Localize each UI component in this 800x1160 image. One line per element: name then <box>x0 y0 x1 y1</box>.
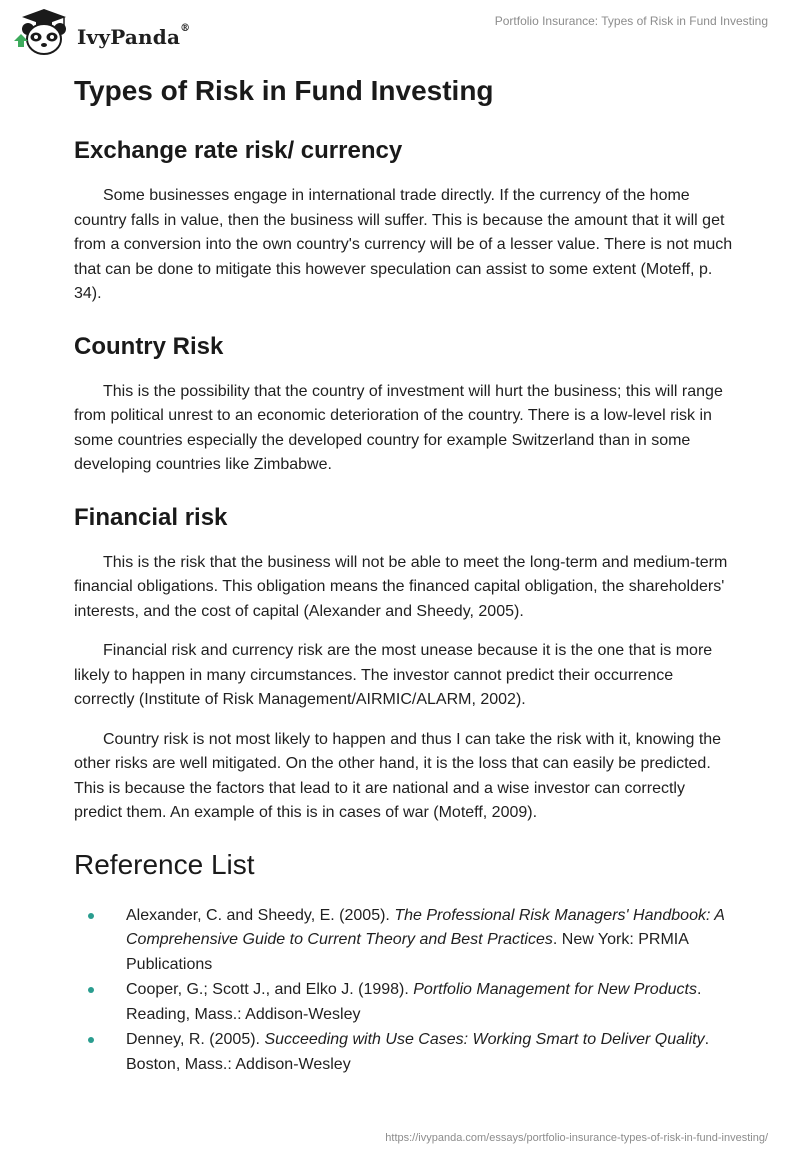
reference-publisher: . Reading, Mass.: Addison-Wesley <box>126 981 702 1023</box>
reference-authors: Cooper, G.; Scott J., and Elko J. (1998). <box>126 981 414 998</box>
section-heading-country-risk: Country Risk <box>74 332 224 360</box>
paragraph: Financial risk and currency risk are the most unease because it is the one that is more likely to happen in many circumstances. The investor cannot predict their occurrence correctly (Institute of Risk Management/AIRMIC/ALARM, 2002). <box>74 642 713 708</box>
reference-publisher: . Boston, Mass.: Addison-Wesley <box>126 1031 710 1073</box>
panda-icon <box>14 7 74 57</box>
reference-authors: Denney, R. (2005). <box>126 1031 265 1048</box>
section-heading-financial-risk: Financial risk <box>74 503 228 531</box>
header-document-title: Portfolio Insurance: Types of Risk in Fund Investing <box>494 14 768 28</box>
brand-logo[interactable] <box>14 7 190 57</box>
paragraph: Country risk is not most likely to happen and thus I can take the risk with it, knowing the other risks are well mitigated. On the other hand, it is the loss that can easily be predicted. This is because the factors that lead to it are national and a wise investor can correctly predict them. An example of this is in cases of war (Moteff, 2009). <box>74 730 722 821</box>
paragraph: This is the possibility that the country of investment will hurt the business; this will range from political unrest to an economic deterioration of the country. There is a low-level risk in some countries especially the developed country for example Switzerland than in some developing countries like Zimbabwe. <box>74 382 723 473</box>
reference-title: Portfolio Management for New Products <box>413 981 697 998</box>
bullet-icon <box>88 913 94 919</box>
reference-item <box>74 1028 734 1077</box>
reference-title: Succeeding with Use Cases: Working Smart to Deliver Quality <box>264 1031 705 1048</box>
reference-item <box>74 904 734 978</box>
paragraph: This is the risk that the business will not be able to meet the long-term and medium-term financial obligations. This obligation means the financed capital obligation, the shareholders' interests, and the cost of capital (Alexander and Sheedy, 2005). <box>74 553 728 620</box>
bullet-icon <box>88 987 94 993</box>
bullet-icon <box>88 1037 94 1043</box>
reference-publisher: . New York: PRMIA Publications <box>126 931 689 973</box>
source-url[interactable]: https://ivypanda.com/essays/portfolio-insurance-types-of-risk-in-fund-investing/ <box>385 1132 768 1144</box>
page-title: Types of Risk in Fund Investing <box>74 75 494 106</box>
paragraph: Some businesses engage in international trade directly. If the currency of the home country falls in value, then the business will suffer. This is because the amount that it will get from a conversion into the own country's currency will be of a lesser value. There is not much that can be done to mitigate this however speculation can assist to some extent (Moteff, p. 34). <box>74 187 733 302</box>
reference-list-heading: Reference List <box>74 848 255 880</box>
page-header <box>0 0 800 64</box>
reference-authors: Alexander, C. and Sheedy, E. (2005). <box>126 906 395 924</box>
brand-name: IvyPanda® <box>77 23 191 49</box>
reference-list <box>74 904 734 1078</box>
section-heading-exchange-rate: Exchange rate risk/ currency <box>74 137 403 164</box>
article-content <box>74 72 734 1078</box>
reference-item <box>74 978 734 1027</box>
reference-title: The Professional Risk Managers' Handbook: A Comprehensive Guide to Current Theory and Best Practices <box>126 906 725 948</box>
